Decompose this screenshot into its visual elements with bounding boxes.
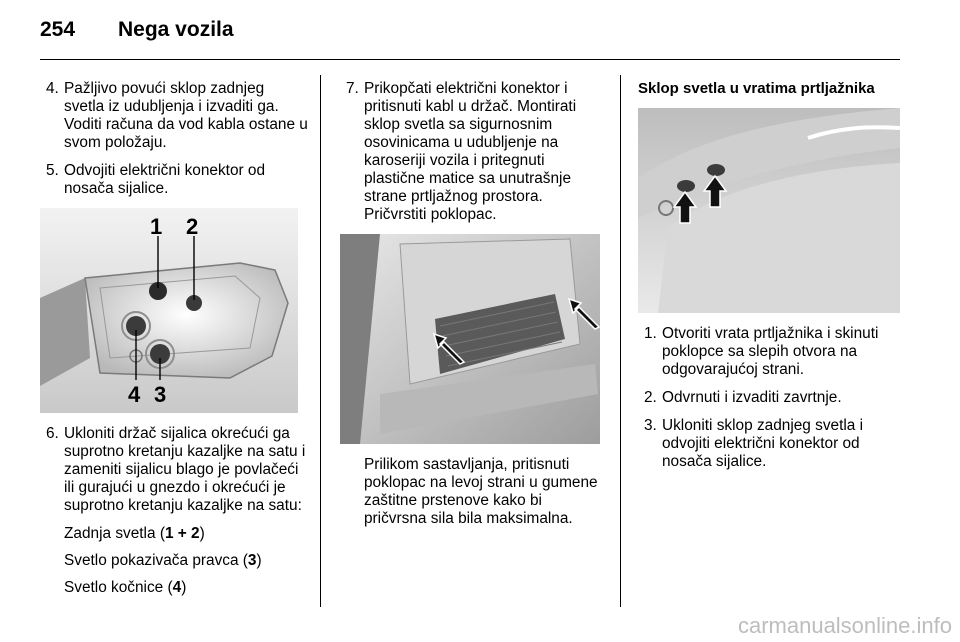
bulb-item-3: Svetlo kočnice (4) <box>64 579 187 596</box>
step-text: Ukloniti držač sijalica okrećući ga suprotno kretanju kazaljke na satu i zameniti sijalicu blago je povlačeći ili gurajući u gnezdo i okrećući je suprotno kretanju kazaljke na satu: <box>64 425 306 514</box>
bulb-item-1: Zadnja svetla (1 + 2) <box>64 525 205 542</box>
step-6 <box>40 425 308 515</box>
figure-label-4: 4 <box>128 382 141 407</box>
step-number: 5. <box>46 162 59 179</box>
page-title: Nega vozila <box>118 18 234 41</box>
trunk-cover-figure <box>340 234 600 444</box>
page-number: 254 <box>40 18 76 41</box>
step-text: Odvojiti električni konektor od nosača sijalice. <box>64 162 266 197</box>
bulb-item-2: Svetlo pokazivača pravca (3) <box>64 552 262 569</box>
step-number: 4. <box>46 80 59 97</box>
step-5 <box>40 162 308 198</box>
tailgate-step-1: 1. Otvoriti vrata prtljažnika i skinuti poklopce sa slepih otvora na odgovarajućoj strani. <box>644 325 879 378</box>
figure-label-1: 1 <box>150 214 163 239</box>
section-heading: Sklop svetla u vratima prtljažnika <box>638 80 875 97</box>
column-2 <box>340 80 606 537</box>
assembly-note: Prilikom sastavljanja, pritisnuti poklopac na levoj strani u gumene zaštitne prstenove kako bi pričvrsna sila bila maksimalna. <box>364 456 598 527</box>
watermark: carmanualsonline.info <box>737 613 952 638</box>
column-divider-2 <box>620 75 621 607</box>
step-7 <box>340 80 606 224</box>
tailgate-light-figure <box>638 108 900 313</box>
step-4 <box>40 80 308 152</box>
figure-label-2: 2 <box>186 214 199 239</box>
column-3 <box>638 80 900 481</box>
step-text: Pažljivo povući sklop zadnjeg svetla iz udubljenja i izvaditi ga. Voditi računa da vod kabla ostane u svom položaju. <box>64 80 308 151</box>
tail-light-bulb-figure <box>40 208 298 413</box>
header-rule <box>40 59 900 60</box>
tailgate-step-2: 2. Odvrnuti i izvaditi zavrtnje. <box>644 389 842 406</box>
column-1 <box>40 80 308 606</box>
step-text: Prikopčati električni konektor i pritisnuti kabl u držač. Montirati sklop svetla sa sigurnosnim osovinicama u udubljenje na karoseriji vozila i pritegnuti plastične matice sa unutrašnje strane prtljažnog prostora. Pričvrstiti poklopac. <box>364 80 577 223</box>
tailgate-step-3: 3. Ukloniti sklop zadnjeg svetla i odvojiti električni konektor od nosača sijalice. <box>644 417 864 470</box>
step-number: 7. <box>346 80 359 97</box>
column-divider-1 <box>320 75 321 607</box>
figure-label-3: 3 <box>154 382 167 407</box>
step-number: 6. <box>46 425 59 442</box>
